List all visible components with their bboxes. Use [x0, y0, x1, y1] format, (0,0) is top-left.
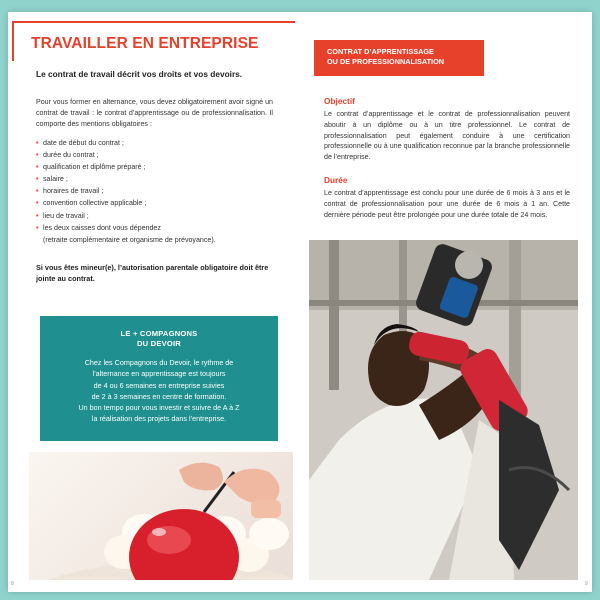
bullet-icon: •: [36, 163, 39, 172]
intro-paragraph: Pour vous former en alternance, vous devez obligatoirement avoir signé un contrat de travail : le contrat d’apprentissage ou de professionnalisation. Il comporte des mentions obligatoires :: [36, 98, 273, 128]
list-item: • durée du contrat ;: [36, 149, 276, 161]
bullet-icon: •: [36, 211, 39, 220]
page-number-left: 8: [11, 581, 14, 587]
list-item: • date de début du contrat ;: [36, 137, 276, 149]
list-item: • les deux caisses dont vous dépendez: [36, 222, 276, 234]
callout-title: LE + COMPAGNONS DU DEVOIR: [120, 329, 198, 348]
bullet-icon: •: [36, 187, 39, 196]
duree-heading: Durée: [324, 175, 348, 185]
callout-body: Chez les Compagnons du Devoir, le rythme de l’alternance en apprentissage est toujours de 4 ou 6 semaines en entreprise suivies de 2 à 3 semaines en centre de formation. Un bon tempo pour vous investir et suivre de A à Z la réalisation des projets dans l’entreprise.: [78, 358, 240, 424]
bullet-icon: •: [36, 151, 39, 160]
worker-photo: [309, 240, 578, 580]
lead-subheading: Le contrat de travail décrit vos droits et vos devoirs.: [36, 69, 243, 79]
bullet-icon: •: [36, 199, 39, 208]
objectif-paragraph: Le contrat d’apprentissage et le contrat de professionnalisation peuvent aboutir à un diplôme ou à un titre professionnel. Le contrat de professionnalisation peut également conduire à une certification professionnelle ou à une qualification reconnue par la branche professionnelle de l’entreprise.: [324, 110, 570, 162]
list-item: • convention collective applicable ;: [36, 197, 276, 209]
pastry-illustration: [29, 452, 293, 580]
compagnons-callout-box: [40, 316, 278, 441]
page-title: TRAVAILLER EN ENTREPRISE: [31, 35, 259, 52]
duree-paragraph: Le contrat d’apprentissage est conclu pour une durée de 6 mois à 3 ans et le contrat de professionnalisation pour une durée de 6 mois à 1 an. Cette dernière période peut être prolongée pour une durée totale de 24 mois.: [324, 189, 570, 219]
mentions-list: [36, 137, 276, 246]
objectif-heading: Objectif: [324, 96, 355, 106]
worker-illustration: [309, 240, 578, 580]
list-item: • qualification et diplôme préparé ;: [36, 161, 276, 173]
pastry-photo: [29, 452, 293, 580]
bullet-icon: •: [36, 175, 39, 184]
list-item: • lieu de travail ;: [36, 210, 276, 222]
minor-notice: Si vous êtes mineur(e), l’autorisation parentale obligatoire doit être jointe au contrat.: [36, 263, 269, 283]
list-item: • horaires de travail ;: [36, 185, 276, 197]
page-number-right: 9: [585, 581, 588, 587]
bullet-icon: •: [36, 223, 39, 232]
list-item: • salaire ;: [36, 173, 276, 185]
contract-type-tag: CONTRAT D’APPRENTISSAGE OU DE PROFESSIONNALISATION: [314, 40, 484, 76]
bullet-icon: •: [36, 139, 39, 147]
list-item-continuation: (retraite complémentaire et organisme de prévoyance).: [43, 235, 216, 244]
